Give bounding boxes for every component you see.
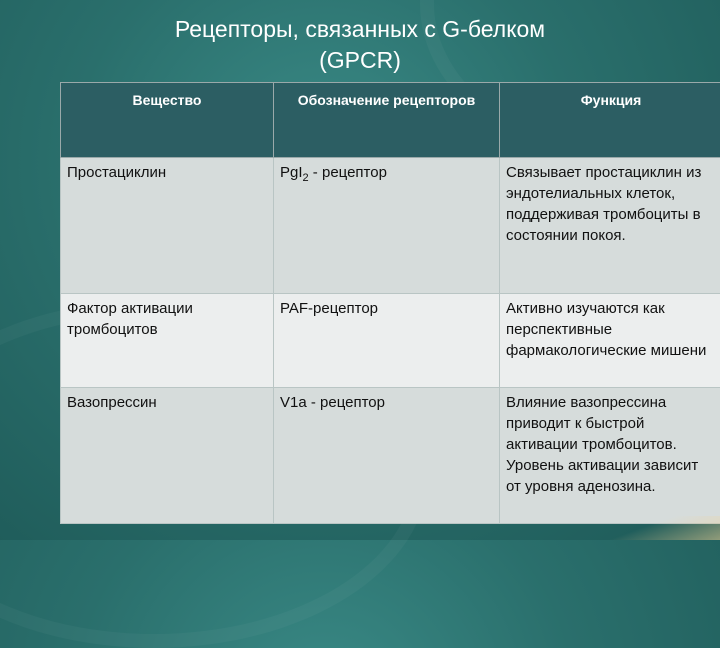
table-row xyxy=(61,294,720,388)
header-function: Функция xyxy=(500,83,720,158)
cell-receptor xyxy=(274,158,500,294)
cell-substance: Вазопрессин xyxy=(61,388,274,524)
slide-title-line1: Рецепторы, связанных с G-белком xyxy=(100,14,620,45)
slide-title xyxy=(100,14,620,76)
header-receptor: Обозначение рецепторов xyxy=(274,83,500,158)
cell-substance: Фактор активации тромбоцитов xyxy=(61,294,274,388)
header-substance: Вещество xyxy=(61,83,274,158)
table-row xyxy=(61,158,720,294)
cell-substance: Простациклин xyxy=(61,158,274,294)
receptor-suffix: - рецептор xyxy=(309,164,387,181)
cell-receptor: V1a - рецептор xyxy=(274,388,500,524)
table-header-row xyxy=(61,83,720,158)
cell-function: Влияние вазопрессина приводит к быстрой активации тромбоцитов. Уровень активации зависит от уровня аденозина. xyxy=(500,388,720,524)
table-row xyxy=(61,388,720,524)
decorative-stripe xyxy=(600,516,720,540)
cell-function: Активно изучаются как перспективные фармакологические мишени xyxy=(500,294,720,388)
receptor-name: PgI xyxy=(280,164,303,181)
slide-title-line2: (GPCR) xyxy=(100,45,620,76)
receptor-table xyxy=(60,82,720,524)
receptor-subscript: 2 xyxy=(303,172,309,184)
cell-function: Связывает простациклин из эндотелиальных клеток, поддерживая тромбоциты в состоянии покоя. xyxy=(500,158,720,294)
cell-receptor: PAF-рецептор xyxy=(274,294,500,388)
